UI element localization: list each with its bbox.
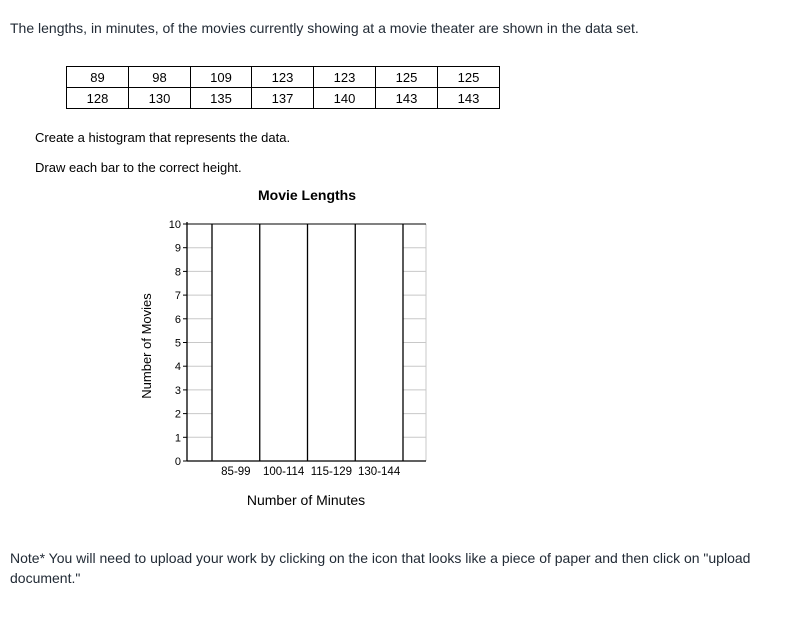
y-tick-label: 7 [174,290,181,303]
table-cell: 109 [191,67,252,88]
table-cell: 98 [129,67,191,88]
table-cell: 135 [191,88,252,109]
table-cell: 125 [438,67,500,88]
table-cell: 137 [252,88,314,109]
instruction-draw-bars: Draw each bar to the correct height. [35,160,242,175]
x-tick-label: 100-114 [262,466,305,478]
y-tick-label: 5 [174,337,181,350]
y-tick-label: 0 [174,456,181,468]
chart-title: Movie Lengths [257,187,357,203]
y-axis-label: Number of Movies [139,293,154,399]
table-cell: 143 [376,88,438,109]
x-axis-label: Number of Minutes [246,492,366,508]
y-tick-label: 6 [174,313,181,326]
y-tick-label: 9 [174,242,181,255]
table-cell: 123 [252,67,314,88]
table-cell: 125 [376,67,438,88]
y-tick-label: 10 [168,219,181,231]
y-tick-label: 4 [174,361,181,374]
x-tick-label: 130-144 [358,466,401,478]
table-cell: 123 [314,67,376,88]
x-tick-label: 115-129 [310,466,353,478]
table-cell: 89 [67,67,129,88]
table-cell: 128 [67,88,129,109]
y-tick-label: 1 [174,432,181,445]
table-cell: 140 [314,88,376,109]
instruction-create-histogram: Create a histogram that represents the data. [35,130,291,145]
table-cell: 143 [438,88,500,109]
upload-note: Note* You will need to upload your work by clicking on the icon that looks like a piece of paper and then click on "upload document." [10,550,751,586]
y-tick-label: 2 [174,408,181,421]
intro-text: The lengths, in minutes, of the movies currently showing at a movie theater are shown in the data set. [10,20,639,36]
table-cell: 130 [129,88,191,109]
x-tick-label: 85-99 [221,466,251,478]
y-tick-label: 3 [174,384,181,397]
y-tick-label: 8 [174,266,181,279]
